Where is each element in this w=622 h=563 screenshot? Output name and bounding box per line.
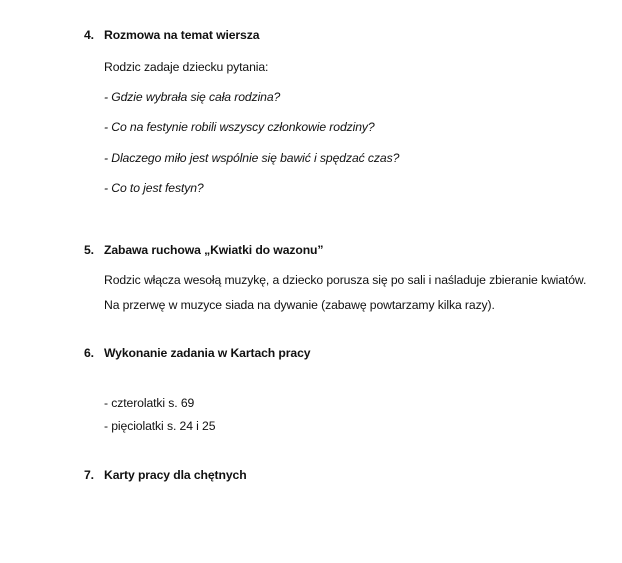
list-item: - czterolatki s. 69: [104, 396, 195, 410]
section-number: 7.: [84, 468, 94, 482]
section-title: Karty pracy dla chętnych: [104, 468, 247, 482]
section-4-intro: Rodzic zadaje dziecku pytania:: [104, 60, 269, 74]
section-5-heading: [84, 242, 323, 258]
section-5-text-line: Rodzic włącza wesołą muzykę, a dziecko porusza się po sali i naśladuje zbieranie kwiatów.: [104, 273, 587, 287]
section-title: Wykonanie zadania w Kartach pracy: [104, 346, 311, 360]
section-number: 6.: [84, 346, 94, 360]
section-4-heading: [84, 27, 259, 43]
section-number: 5.: [84, 243, 94, 257]
question-item: - Co to jest festyn?: [104, 181, 204, 195]
section-7-heading: [84, 467, 247, 483]
question-item: - Co na festynie robili wszyscy członkowie rodziny?: [104, 120, 375, 134]
section-6-heading: [84, 345, 310, 361]
section-5-text-line: Na przerwę w muzyce siada na dywanie (zabawę powtarzamy kilka razy).: [104, 298, 495, 312]
question-item: - Dlaczego miło jest wspólnie się bawić i spędzać czas?: [104, 151, 400, 165]
section-number: 4.: [84, 28, 94, 42]
section-title: Zabawa ruchowa „Kwiatki do wazonu”: [104, 243, 324, 257]
list-item: - pięciolatki s. 24 i 25: [104, 419, 216, 433]
question-item: - Gdzie wybrała się cała rodzina?: [104, 90, 281, 104]
section-title: Rozmowa na temat wiersza: [104, 28, 260, 42]
